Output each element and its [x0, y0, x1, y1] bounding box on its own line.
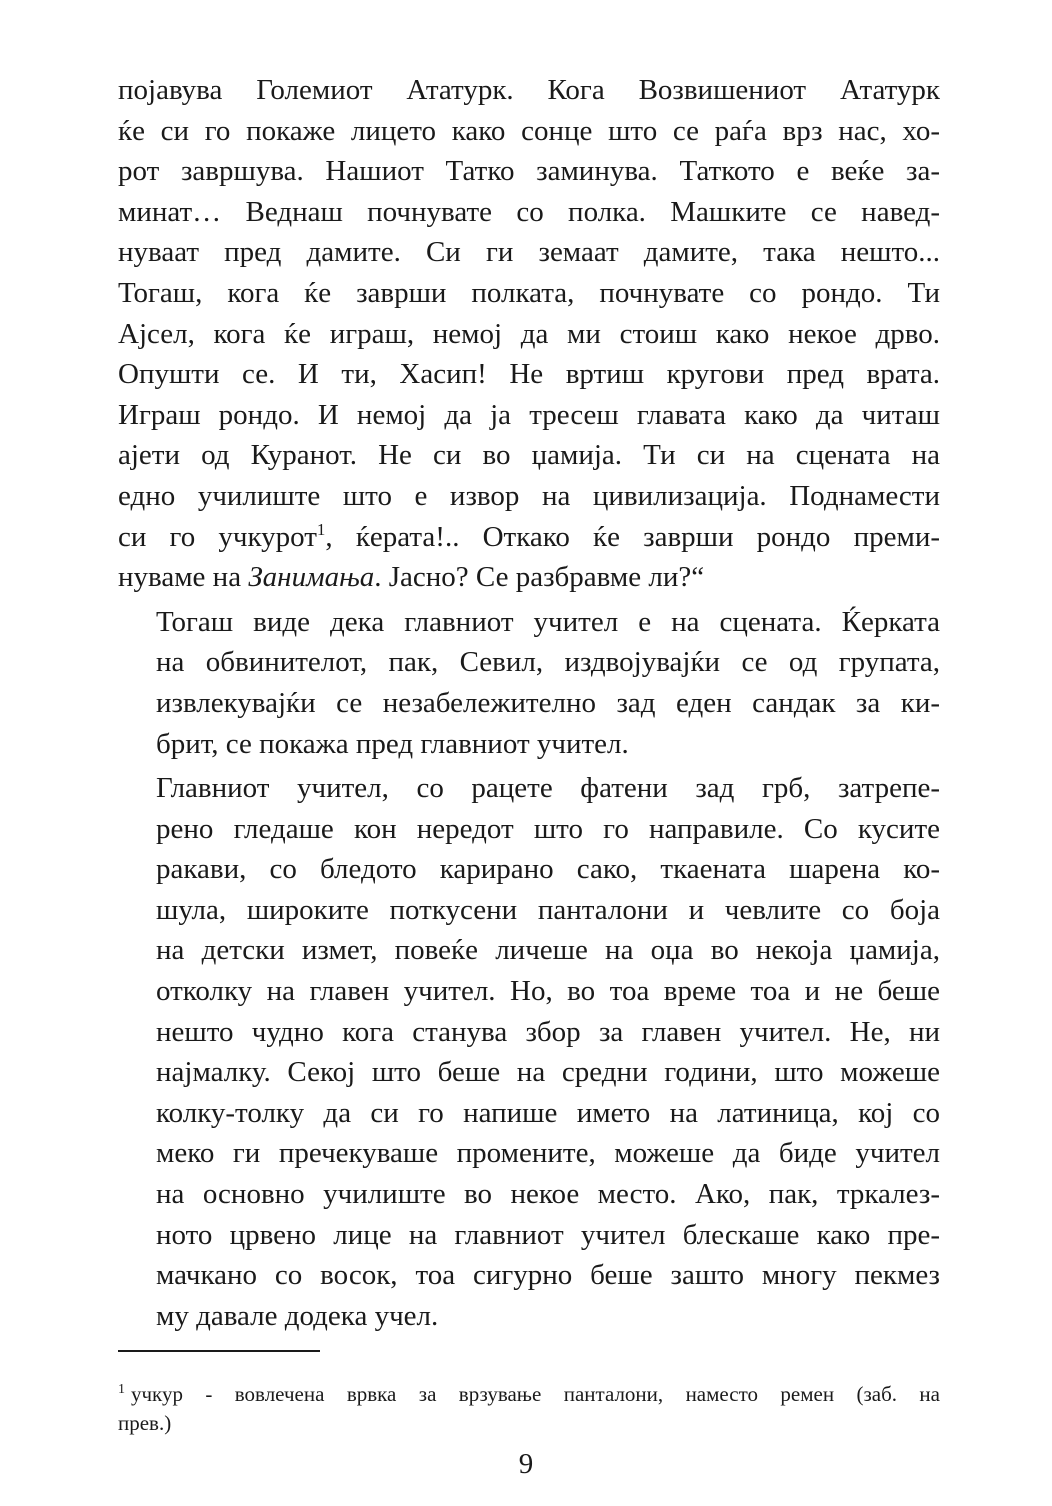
text-line: на основно училиште во некое место. Ако, пак, тркалез-	[156, 1178, 940, 1211]
text-line: рено гледаше кон нередот што го направиле. Со кусите	[156, 812, 940, 845]
text-line: Опушти се. И ти, Хасип! Не вртиш кругови пред врата.	[118, 358, 940, 391]
text-line: Тогаш, кога ќе заврши полката, почнувате со рондо. Ти	[118, 276, 940, 309]
text-line: рот завршува. Нашиот Татко заминува. Таткото е веќе за-	[118, 155, 940, 188]
text-line: ракави, со бледото карирано сако, ткаената шарена ко-	[156, 853, 940, 886]
footnote-number: 1	[118, 1382, 125, 1397]
text-line: извлекувајќи се незабележително зад еден сандак за ки-	[156, 686, 940, 719]
text-line: најмалку. Секој што беше на средни години, што можеше	[156, 1056, 940, 1089]
text-line: Тогаш виде дека главниот учител е на сцената. Ќерката	[156, 605, 940, 638]
text-segment: . Јасно? Се разбравме ли?“	[374, 561, 705, 594]
text-line: мачкано со восок, тоа сигурно беше зашто многу пекмез	[156, 1259, 940, 1292]
text-line: ното црвено лице на главниот учител блескаше како пре-	[156, 1218, 940, 1251]
text-line: отколку на главен учител. Но, во тоа време тоа и не беше	[156, 975, 940, 1008]
main-text	[118, 70, 940, 1336]
footnote-reference[interactable]: 1	[316, 519, 326, 539]
text-line: едно училиште што е извор на цивилизација. Поднамести	[118, 479, 940, 512]
text-line: ќе си го покаже лицето како сонце што се раѓа врз нас, хо-	[118, 114, 940, 147]
text-line: Главниот учител, со рацете фатени зад грб, затрепе-	[156, 772, 940, 805]
text-line: на детски измет, повеќе личеше на оџа во некоја џамија,	[156, 934, 940, 967]
text-line-with-italic	[118, 557, 940, 598]
text-line: шула, широките поткусени панталони и чевлите со боја	[156, 893, 940, 926]
text-line: минат… Веднаш почнувате со полка. Машките се навед-	[118, 195, 940, 228]
page-number: 9	[518, 1448, 534, 1480]
italic-title: Занимања	[248, 561, 375, 594]
text-line: меко ги пречекуваше промените, можеше да биде учител	[156, 1137, 940, 1170]
text-line: брит, се покажа пред главниот учител.	[156, 727, 629, 760]
footnote-text: учкур - вовлечена врвка за врзување панталони, наместо ремен (заб. на	[131, 1382, 940, 1406]
text-segment: нуваме на	[118, 561, 249, 594]
text-line: Играш рондо. И немој да ја тресеш главата како да читаш	[118, 398, 940, 431]
text-segment: си го учкурот	[118, 520, 317, 553]
text-line: појавува Големиот Ататурк. Кога Возвишениот Ататурк	[118, 74, 940, 106]
text-line: му давале додека учел.	[156, 1299, 439, 1332]
paragraph-3	[118, 768, 940, 1336]
paragraph-2	[118, 602, 940, 764]
text-segment: , ќерата!.. Откако ќе заврши рондо преми-	[325, 520, 940, 553]
footnote-line	[118, 1380, 940, 1409]
text-line: на обвинителот, пак, Севил, издвојувајќи се од групата,	[156, 646, 940, 679]
footnote-line: прев.)	[118, 1411, 172, 1435]
text-line-with-footnote-ref	[118, 517, 940, 558]
text-line: колку-толку да си го напише името на латиница, кој со	[156, 1096, 940, 1129]
paragraph-1	[118, 70, 940, 598]
footnote	[118, 1380, 940, 1438]
footnote-separator	[118, 1350, 320, 1352]
text-line: нешто чудно кога станува збор за главен учител. Не, ни	[156, 1015, 940, 1048]
text-line: Ајсел, кога ќе играш, немој да ми стоиш како некое дрво.	[118, 317, 940, 350]
text-line: ајети од Куранот. Не си во џамија. Ти си на сцената на	[118, 439, 940, 472]
text-line: нуваат пред дамите. Си ги земаат дамите, така нешто...	[118, 236, 940, 269]
